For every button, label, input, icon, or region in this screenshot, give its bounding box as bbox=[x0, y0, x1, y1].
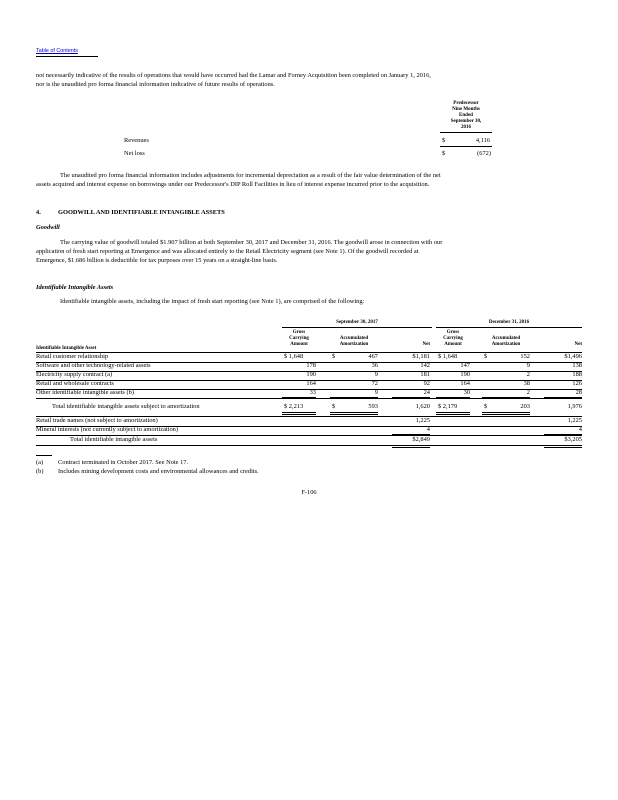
cell-accum-currency-dec-2016: $ bbox=[484, 403, 488, 410]
intangibles-heading: Identifiable Intangible Assets bbox=[36, 284, 114, 291]
sum-rule bbox=[282, 397, 316, 398]
cell-net-sep-2017: 181 bbox=[420, 371, 430, 378]
row-label: Retail trade names (not subject to amortization) bbox=[36, 417, 158, 424]
double-rule bbox=[436, 412, 470, 415]
footnote-text: Contract terminated in October 2017. See Note 17. bbox=[58, 459, 189, 466]
footnote-mark: (b) bbox=[36, 468, 44, 475]
cell-gross-sep-2017: 178 bbox=[306, 362, 316, 369]
cell-accum-dec-2016: 203 bbox=[520, 403, 530, 410]
cell-gross-sep-2017: 33 bbox=[309, 389, 316, 396]
sum-rule bbox=[544, 434, 582, 435]
proforma-col-header-3: Ended bbox=[459, 113, 473, 118]
proforma-row-label: Revenues bbox=[124, 137, 149, 144]
cell-net-sep-2017: 1,225 bbox=[415, 417, 430, 424]
cell-gross-sep-2017: $ 2,213 bbox=[284, 403, 304, 410]
table-of-contents-link[interactable]: Table of Contents bbox=[36, 48, 78, 54]
proforma-row-currency: $ bbox=[442, 150, 446, 157]
cell-net-dec-2016: 126 bbox=[572, 380, 582, 387]
cell-net-dec-2016: 1,225 bbox=[567, 417, 582, 424]
col-gross-2-line-2: Carrying bbox=[443, 336, 463, 341]
cell-accum-sep-2017: 9 bbox=[374, 389, 378, 396]
row-label: Other identifiable intangible assets (b) bbox=[36, 389, 134, 396]
proforma-col-header-1: Predecessor bbox=[453, 101, 479, 106]
row-label: Electricity supply contract (a) bbox=[36, 371, 113, 378]
cell-accum-currency-sep-2017: $ bbox=[332, 403, 336, 410]
proforma-row-label: Net loss bbox=[124, 150, 145, 157]
intro-line-1: not necessarily indicative of the results of operations that would have occurred had the Lamar and Forney Acquisition been completed on January 1, 2016, bbox=[36, 72, 431, 79]
col-accum-1-line-1: Accumulated bbox=[339, 336, 369, 341]
period-rule-sep-2017 bbox=[282, 327, 432, 328]
double-rule bbox=[282, 412, 316, 415]
cell-net-sep-2017: $2,849 bbox=[412, 436, 430, 443]
double-rule bbox=[482, 412, 530, 415]
footnote-rule bbox=[36, 455, 52, 456]
cell-net-dec-2016: 4 bbox=[578, 426, 582, 433]
intro-line-2: nor is the unaudited pro forma financial information indicative of future results of operations. bbox=[36, 81, 275, 88]
row-label: Total identifiable intangible assets subject to amortization bbox=[52, 403, 200, 410]
col-accum-1-line-2: Amortization bbox=[339, 342, 369, 347]
col-gross-1-line-3: Amount bbox=[290, 342, 308, 347]
cell-accum-dec-2016: 152 bbox=[520, 353, 530, 360]
cell-gross-sep-2017: 164 bbox=[306, 380, 316, 387]
col-gross-2-line-1: Gross bbox=[446, 330, 460, 335]
proforma-col-header-4: September 30, bbox=[450, 119, 482, 124]
double-rule bbox=[392, 445, 430, 448]
page-number: F-106 bbox=[301, 489, 317, 496]
proforma-row-value: 4,116 bbox=[475, 137, 490, 144]
goodwill-line-1: The carrying value of goodwill totaled $1.907 billion at both September 30, 2017 and December 31, 2016. The goodwill arose in connection with our bbox=[60, 239, 443, 246]
section-title: GOODWILL AND IDENTIFIABLE INTANGIBLE ASSETS bbox=[58, 209, 225, 216]
col-net-2: Net bbox=[574, 342, 582, 347]
period-header-sep-2017: September 30, 2017 bbox=[336, 320, 378, 325]
cell-net-sep-2017: 92 bbox=[423, 380, 430, 387]
row-label: Retail and wholesale contracts bbox=[36, 380, 114, 387]
cell-gross-dec-2016: 190 bbox=[460, 371, 470, 378]
cell-accum-dec-2016: 2 bbox=[526, 371, 530, 378]
cell-net-sep-2017: 1,620 bbox=[415, 403, 430, 410]
adjustments-line-2: assets acquired and interest expense on borrowings under our Predecessor's DIP Roll Facilities in lieu of interest expense incurred prior to the acquisition. bbox=[36, 181, 430, 188]
proforma-row-rule bbox=[440, 146, 492, 147]
row-rule bbox=[36, 445, 582, 446]
cell-gross-dec-2016: $ 1,648 bbox=[438, 353, 458, 360]
cell-accum-sep-2017: 467 bbox=[368, 353, 378, 360]
cell-accum-currency-dec-2016: $ bbox=[484, 353, 488, 360]
cell-gross-dec-2016: 30 bbox=[463, 389, 470, 396]
cell-net-dec-2016: 28 bbox=[575, 389, 582, 396]
col-accum-2-line-1: Accumulated bbox=[491, 336, 521, 341]
footnote-mark: (a) bbox=[36, 459, 44, 466]
row-label: Software and other technology-related assets bbox=[36, 362, 151, 369]
proforma-row-currency: $ bbox=[442, 137, 446, 144]
cell-accum-sep-2017: 9 bbox=[374, 371, 378, 378]
period-header-dec-2016: December 31, 2016 bbox=[488, 320, 530, 325]
proforma-row-value: (672) bbox=[477, 150, 491, 157]
row-rule bbox=[36, 398, 582, 399]
sum-rule bbox=[392, 397, 430, 398]
cell-gross-dec-2016: 164 bbox=[460, 380, 470, 387]
col-asset-header: Identifiable Intangible Asset bbox=[36, 346, 97, 351]
period-rule-dec-2016 bbox=[436, 327, 582, 328]
cell-gross-sep-2017: $ 1,648 bbox=[284, 353, 304, 360]
cell-accum-dec-2016: 38 bbox=[523, 380, 530, 387]
proforma-col-header-5: 2016 bbox=[461, 125, 471, 130]
cell-net-sep-2017: 142 bbox=[420, 362, 430, 369]
cell-net-sep-2017: $1,181 bbox=[412, 353, 430, 360]
cell-net-sep-2017: 24 bbox=[423, 389, 430, 396]
col-gross-1-line-2: Carrying bbox=[289, 336, 309, 341]
sum-rule bbox=[436, 397, 470, 398]
cell-net-dec-2016: $3,205 bbox=[564, 436, 582, 443]
cell-accum-sep-2017: 72 bbox=[371, 380, 378, 387]
cell-gross-sep-2017: 190 bbox=[306, 371, 316, 378]
adjustments-line-1: The unaudited pro forma financial information includes adjustments for incremental depreciation as a result of the fair value determination of the net bbox=[60, 172, 441, 179]
cell-net-dec-2016: 188 bbox=[572, 371, 582, 378]
goodwill-heading: Goodwill bbox=[36, 224, 60, 231]
cell-accum-dec-2016: 9 bbox=[526, 362, 530, 369]
proforma-col-header-2: Nine Months bbox=[452, 107, 480, 112]
cell-net-dec-2016: 1,976 bbox=[567, 403, 582, 410]
cell-accum-sep-2017: 36 bbox=[371, 362, 378, 369]
col-gross-2-line-3: Amount bbox=[444, 342, 462, 347]
cell-accum-currency-sep-2017: $ bbox=[332, 353, 336, 360]
cell-accum-dec-2016: 2 bbox=[526, 389, 530, 396]
double-rule bbox=[544, 445, 582, 448]
cell-gross-dec-2016: $ 2,179 bbox=[438, 403, 458, 410]
col-gross-1-line-1: Gross bbox=[292, 330, 306, 335]
intangibles-intro: Identifiable intangible assets, including the impact of fresh start reporting (see Note 1), are comprised of the following: bbox=[60, 298, 365, 305]
proforma-header-rule bbox=[440, 132, 492, 133]
cell-net-dec-2016: $1,496 bbox=[564, 353, 582, 360]
row-label: Retail customer relationship bbox=[36, 353, 109, 360]
sum-rule bbox=[392, 434, 430, 435]
cell-accum-sep-2017: 593 bbox=[368, 403, 378, 410]
toc-underline bbox=[36, 56, 98, 57]
cell-net-sep-2017: 4 bbox=[426, 426, 430, 433]
col-accum-2-line-2: Amortization bbox=[491, 342, 521, 347]
cell-net-dec-2016: 138 bbox=[572, 362, 582, 369]
sum-rule bbox=[330, 397, 378, 398]
col-net-1: Net bbox=[422, 342, 430, 347]
sum-rule bbox=[544, 397, 582, 398]
sum-rule bbox=[482, 397, 530, 398]
row-label: Total identifiable intangible assets bbox=[70, 436, 158, 443]
section-number: 4. bbox=[36, 209, 41, 216]
double-rule bbox=[330, 412, 378, 415]
goodwill-line-2: application of fresh start reporting at Emergence and was allocated entirely to the Retail Electricity segment (see Note 1). Of the goodwill recorded at bbox=[36, 248, 419, 255]
cell-gross-dec-2016: 147 bbox=[460, 362, 470, 369]
row-label: Mineral interests (not currently subject to amortization) bbox=[36, 426, 178, 433]
footnote-text: Includes mining development costs and environmental allowances and credits. bbox=[58, 468, 259, 475]
goodwill-line-3: Emergence, $1.686 billion is deductible for tax purposes over 15 years on a straight-line basis. bbox=[36, 257, 278, 264]
